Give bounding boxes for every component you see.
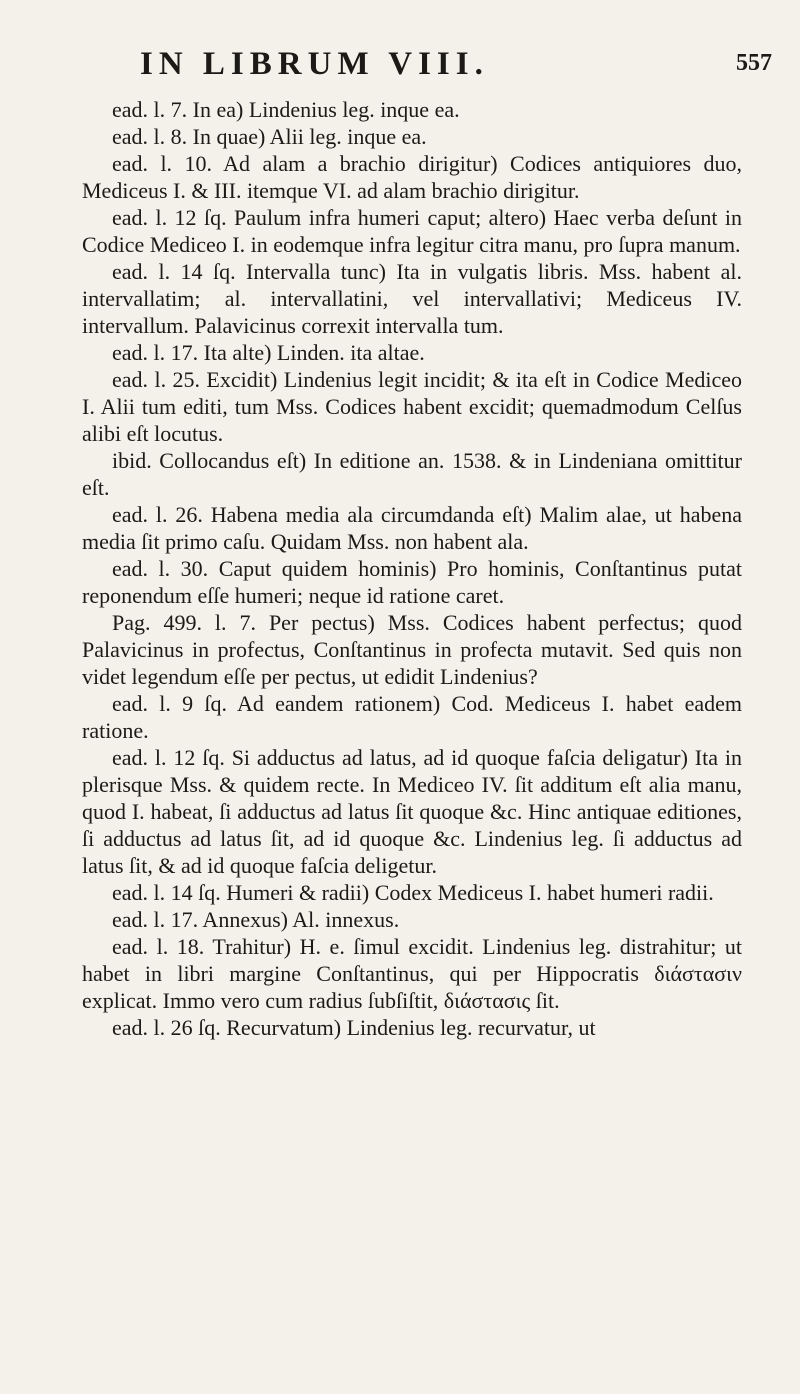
note-entry: ead. l. 14 ſq. Humeri & radii) Codex Mediceus I. habet humeri radii. — [112, 880, 714, 905]
note-entry: ead. l. 8. In quae) Alii leg. inque ea. — [112, 124, 427, 149]
note-entry: ead. l. 7. In ea) Lindenius leg. inque ea. — [112, 97, 460, 122]
note-entry: ead. l. 12 ſq. Paulum infra humeri caput; altero) Haec verba deſunt in Codice Mediceo I. in eodemque infra legitur citra manu, pro ſupra manum. — [82, 205, 742, 257]
note-entry: ead. l. 9 ſq. Ad eandem rationem) Cod. Mediceus I. habet eadem ratione. — [82, 691, 742, 743]
note-entry: ead. l. 18. Trahitur) H. e. ſimul excidit. Lindenius leg. distrahitur; ut habet in libri margine Conſtantinus, qui per Hippocratis διάστασιν explicat. Immo vero cum radius ſubſiſtit, διάστασις ſit. — [82, 934, 742, 1013]
note-entry: ead. l. 12 ſq. Si adductus ad latus, ad id quoque faſcia deligatur) Ita in plerisque Mss. & quidem recte. In Mediceo IV. ſit additum eſt alia manu, quod I. habeat, ſi adductus ad latus ſit quoque &c. Hinc antiquae editiones, ſi adductus ad latus ſit, ad id quoque &c. Lindenius leg. ſi adductus ad latus ſit, & ad id quoque faſcia deligetur. — [82, 745, 742, 878]
running-head — [0, 46, 800, 86]
note-entry: ead. l. 17. Ita alte) Linden. ita altae. — [112, 340, 425, 365]
note-entry: ead. l. 25. Excidit) Lindenius legit incidit; & ita eſt in Codice Mediceo I. Alii tum editi, tum Mss. Codices habent excidit; quemadmodum Celſus alibi eſt locutus. — [82, 367, 742, 446]
commentary-text — [82, 96, 742, 1041]
note-entry: ead. l. 26. Habena media ala circumdanda eſt) Malim alae, ut habena media ſit primo caſu. Quidam Mss. non habent ala. — [82, 502, 742, 554]
note-entry: ead. l. 30. Caput quidem hominis) Pro hominis, Conſtantinus putat reponendum eſſe humeri; neque id ratione caret. — [82, 556, 742, 608]
note-entry: ead. l. 17. Annexus) Al. innexus. — [112, 907, 400, 932]
note-entry: Pag. 499. l. 7. Per pectus) Mss. Codices habent perfectus; quod Palavicinus in profectus, Conſtantinus in profecta mutavit. Sed quis non videt legendum eſſe per pectus, ut edidit Lindenius? — [82, 610, 742, 689]
note-entry: ibid. Collocandus eſt) In editione an. 1538. & in Lindeniana omittitur eſt. — [82, 448, 742, 500]
note-entry: ead. l. 26 ſq. Recurvatum) Lindenius leg. recurvatur, ut — [112, 1015, 596, 1040]
page-number: 557 — [736, 50, 772, 76]
note-entry: ead. l. 14 ſq. Intervalla tunc) Ita in vulgatis libris. Mss. habent al. intervallatim; al. intervallatini, vel intervallativi; Mediceus IV. intervallum. Palavicinus correxit intervalla tum. — [82, 259, 742, 338]
note-entry: ead. l. 10. Ad alam a brachio dirigitur) Codices antiquiores duo, Mediceus I. & III. itemque VI. ad alam brachio dirigitur. — [82, 151, 742, 203]
running-title: IN LIBRUM VIII. — [140, 46, 489, 82]
